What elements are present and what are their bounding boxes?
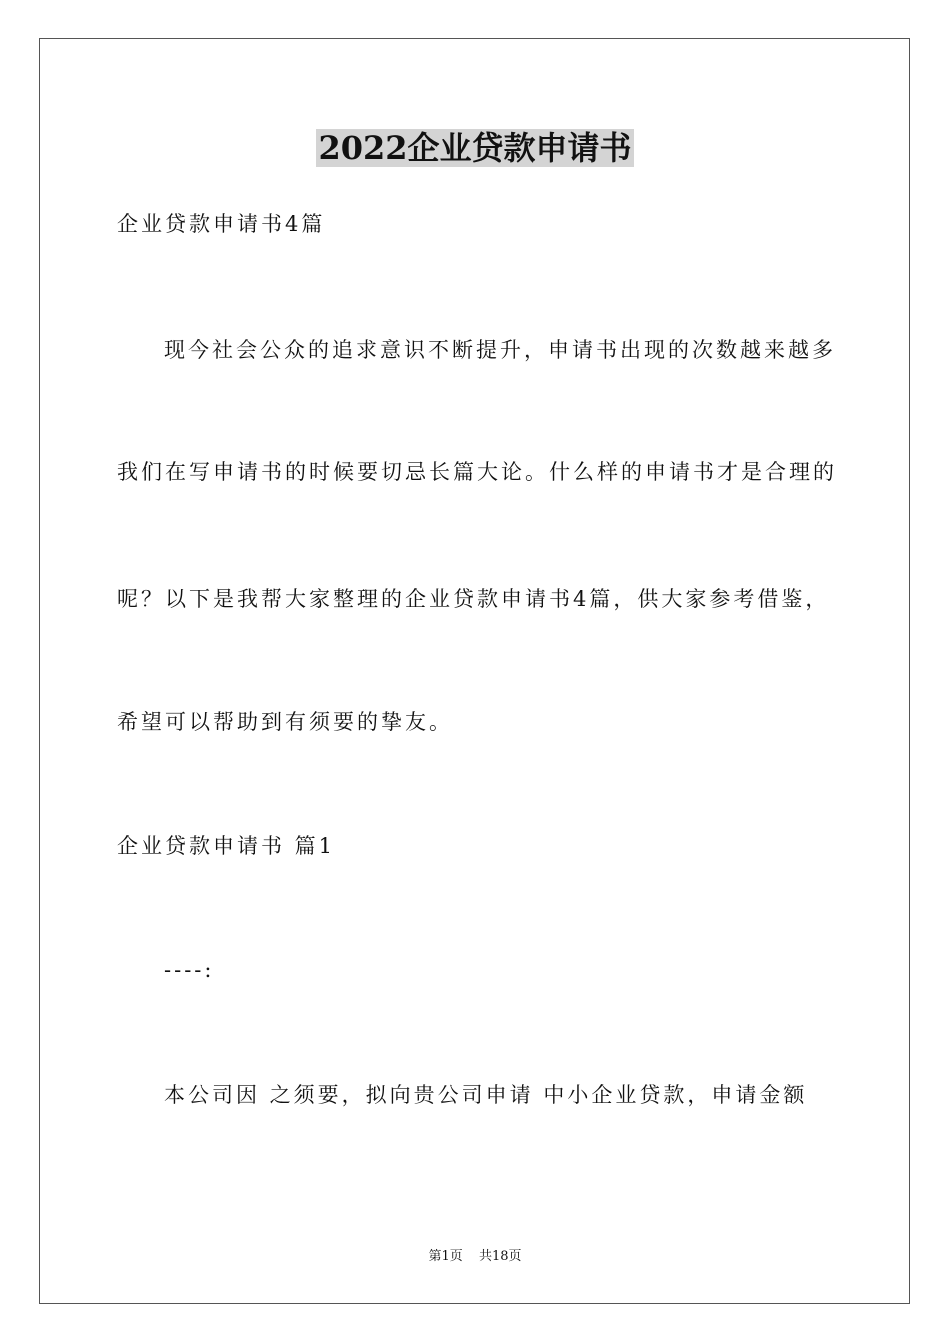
paragraph-line: 呢？以下是我帮大家整理的企业贷款申请书4篇，供大家参考借鉴， — [117, 587, 830, 611]
paragraph-line: 我们在写申请书的时候要切忌长篇大论。什么样的申请书才是合理的 — [117, 460, 837, 484]
salutation-line: ----: — [164, 958, 215, 982]
paragraph-line: 希望可以帮助到有须要的挚友。 — [117, 710, 453, 734]
page-number: 第1页 — [428, 1249, 463, 1264]
subtitle-line: 企业贷款申请书4篇 — [117, 212, 326, 236]
document-title — [0, 126, 950, 170]
paragraph-line: 本公司因 之须要，拟向贵公司申请 中小企业贷款，申请金额 — [164, 1083, 808, 1107]
page-total: 共18页 — [478, 1249, 522, 1264]
document-title-text: 2022企业贷款申请书 — [318, 129, 632, 167]
section-heading: 企业贷款申请书 篇1 — [117, 834, 336, 858]
paragraph-line: 现今社会公众的追求意识不断提升，申请书出现的次数越来越多 — [164, 338, 836, 362]
page-footer — [0, 1248, 950, 1266]
